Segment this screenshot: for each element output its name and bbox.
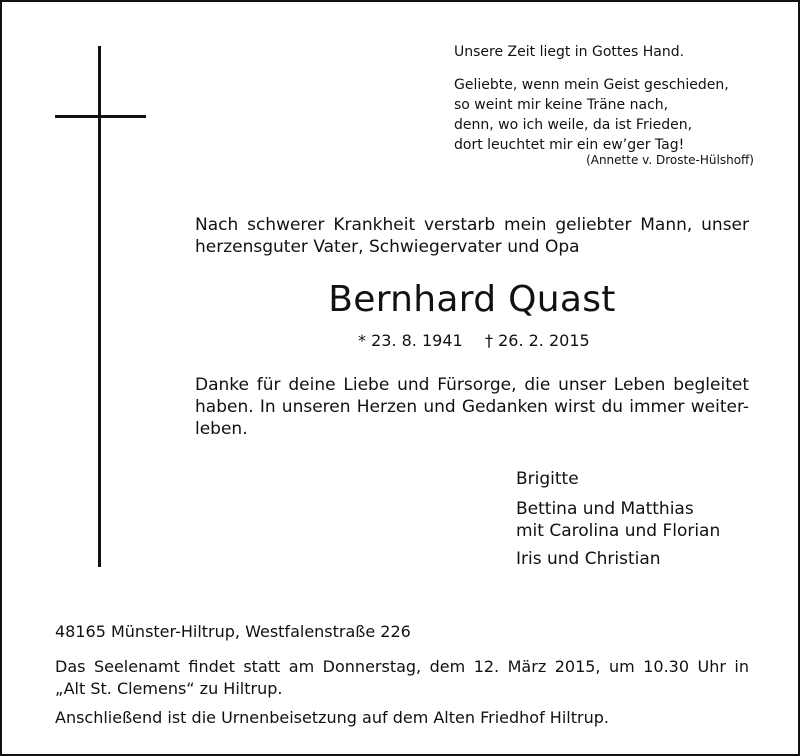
poem-attribution: (Annette v. Droste-Hülshoff) xyxy=(586,153,754,167)
service-line: „Alt St. Clemens“ zu Hiltrup. xyxy=(55,679,283,698)
poem-line: so weint mir keine Träne nach, xyxy=(454,97,669,113)
poem-line: Geliebte, wenn mein Geist geschieden, xyxy=(454,77,729,93)
thanks-line: Danke für deine Liebe und Fürsorge, die unser Leben begleitet xyxy=(195,375,749,395)
motto: Unsere Zeit liegt in Gottes Hand. xyxy=(454,44,685,60)
family-line: mit Carolina und Florian xyxy=(516,521,721,541)
burial-info: Anschließend ist die Urnenbeisetzung auf dem Alten Friedhof Hiltrup. xyxy=(55,708,609,727)
family-member: Iris und Christian xyxy=(516,549,661,569)
family-line: Bettina und Matthias xyxy=(516,499,694,519)
intro-text xyxy=(195,214,749,258)
deceased-name: Bernhard Quast xyxy=(328,279,616,320)
death-date: † 26. 2. 2015 xyxy=(485,331,590,350)
poem-line: dort leuchtet mir ein ew’ger Tag! xyxy=(454,137,685,153)
family-member: Brigitte xyxy=(516,469,579,489)
intro-line: herzensguter Vater, Schwiegervater und Opa xyxy=(195,237,580,257)
thanks-text xyxy=(195,374,749,440)
cross-icon-bar xyxy=(55,115,146,118)
intro-line: Nach schwerer Krankheit verstarb mein geliebter Mann, unser xyxy=(195,215,749,235)
address: 48165 Münster-Hiltrup, Westfalenstraße 226 xyxy=(55,622,411,641)
birth-date: * 23. 8. 1941 xyxy=(358,331,463,350)
service-info xyxy=(55,656,749,700)
poem-line: denn, wo ich weile, da ist Frieden, xyxy=(454,117,693,133)
service-line: Das Seelenamt findet statt am Donnerstag, dem 12. März 2015, um 10.30 Uhr in xyxy=(55,657,749,676)
thanks-line: leben. xyxy=(195,419,248,439)
thanks-line: haben. In unseren Herzen und Gedanken wirst du immer weiter- xyxy=(195,397,749,417)
poem xyxy=(454,75,729,155)
family-member xyxy=(516,498,720,542)
